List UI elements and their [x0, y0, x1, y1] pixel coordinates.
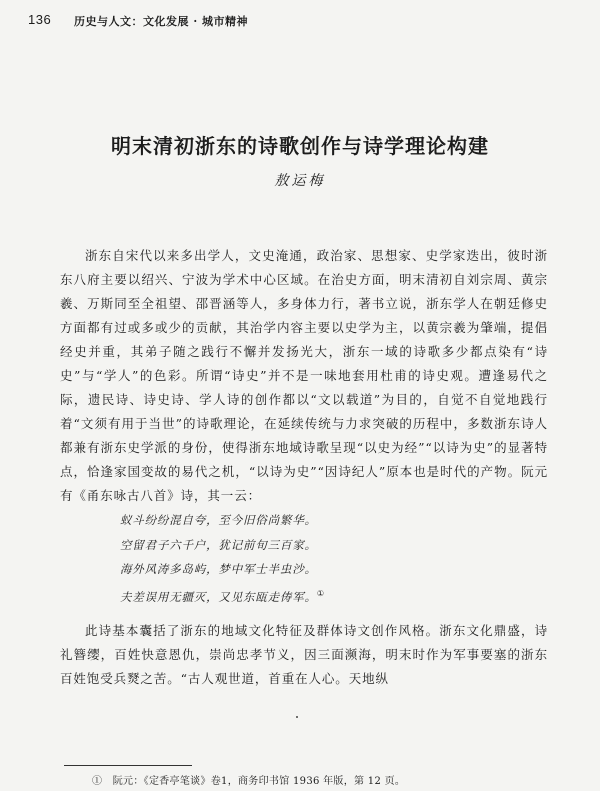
running-header [28, 10, 568, 32]
poem-line: 夫差误用无疆灭，又见东瓯走俦军。 [120, 589, 317, 604]
poem [120, 508, 548, 609]
footnote [92, 772, 552, 787]
article-body [60, 244, 548, 691]
article-title: 明末清初浙东的诗歌创作与诗学理论构建 [111, 134, 489, 158]
poem-line-last [120, 582, 548, 609]
poem-line: 海外风涛多岛屿，梦中军士半虫沙。 [120, 562, 317, 576]
footnote-ref[interactable]: ① [316, 588, 325, 598]
paragraph-1: 浙东自宋代以来多出学人，文史淹通，政治家、思想家、史学家迭出，彼时浙东八府主要以绍兴、宁波为学术中心区域。在治史方面，明末清初自刘宗周、黄宗羲、万斯同至全祖望、邵晋涵等人，多身体力行，著书立说，浙东学人在朝廷修史方面都有过或多或少的贡献，其治学内容主要以史学为主，以黄宗羲为肇端，提倡经史并重，其弟子随之践行不懈并发扬光大，浙东一域的诗歌多少都点染有“诗史”与“学人”的色彩。所谓“诗史”并不是一味地套用杜甫的诗史观。遭逢易代之际，遗民诗、诗史诗、学人诗的创作都以“文以载道”为目的，自觉不自觉地践行着“文须有用于当世”的诗歌理论，在延续传统与力求突破的历程中，多数浙东诗人都兼有浙东史学派的身份，使得浙东地域诗歌呈现“以史为经”“以诗为史”的显著特点，恰逢家国变故的易代之机，“以诗为史”“因诗纪人”原本也是时代的产物。阮元有《甬东咏古八首》诗，其一云： [60, 248, 548, 503]
poem-line: 蚁斗纷纷混自夸，至今旧俗尚繁华。 [120, 513, 317, 527]
paragraph-2: 此诗基本囊括了浙东的地域文化特征及群体诗文创作风格。浙东文化鼎盛，诗礼簪缨，百姓快意恩仇，崇尚忠孝节义，因三面濒海，明末时作为军事要塞的浙东百姓饱受兵燹之苦。“古人观世道，首重在人心。天地纵 [60, 622, 548, 686]
footnote-divider [64, 765, 192, 766]
running-title: 历史与人文：文化发展 · 城市精神 [74, 15, 248, 28]
footnote-mark: ① [92, 776, 103, 787]
article-author: 敖运梅 [274, 173, 326, 189]
poem-line: 空留君子六千户，犹记前旬三百家。 [120, 537, 317, 552]
footnote-text: 阮元：《定香亭笔谈》卷1，商务印书馆 1936 年版，第 12 页。 [112, 776, 406, 787]
page-number: 136 [28, 12, 52, 27]
decorative-dot [296, 716, 298, 718]
